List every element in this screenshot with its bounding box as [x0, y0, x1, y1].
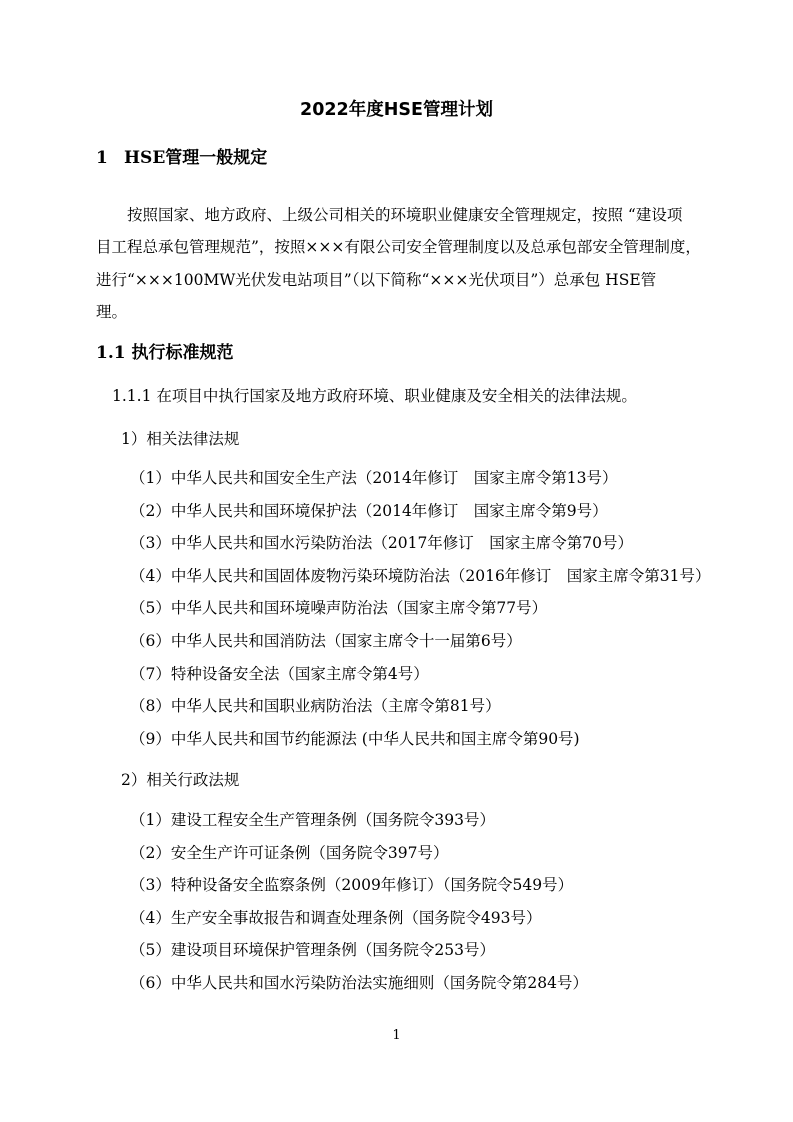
- list-item: （4）中华人民共和国固体废物污染环境防治法（2016年修订 国家主席令第31号）: [130, 566, 711, 585]
- list-item: （9）中华人民共和国节约能源法 (中华人民共和国主席令第90号): [130, 729, 580, 748]
- clause-1-1-1: 1.1.1 在项目中执行国家及地方政府环境、职业健康及安全相关的法律法规。: [112, 387, 637, 405]
- group-2-heading: 2）相关行政法规: [121, 771, 240, 789]
- intro-line: 进行“×××100MW光伏发电站项目”（以下简称“×××光伏项目”）总承包 HSE管: [96, 270, 657, 289]
- group-1-heading: 1）相关法律法规: [121, 430, 240, 448]
- intro-line: 目工程总承包管理规范”，按照×××有限公司安全管理制度以及总承包部安全管理制度，: [96, 238, 701, 257]
- list-item: （2）中华人民共和国环境保护法（2014年修订 国家主席令第9号）: [130, 501, 608, 520]
- document-title: 2022年度HSE管理计划: [300, 100, 493, 120]
- intro-paragraph: [96, 199, 718, 328]
- section-1-heading: [96, 146, 267, 170]
- list-item: （1）中华人民共和国安全生产法（2014年修订 国家主席令第13号）: [130, 469, 618, 487]
- list-item: （6）中华人民共和国消防法（国家主席令十一届第6号）: [130, 631, 522, 650]
- list-item: （1）建设工程安全生产管理条例（国务院令393号）: [130, 811, 495, 829]
- page-number: 1: [392, 1028, 401, 1043]
- section-1-1-heading: 1.1 执行标准规范: [96, 343, 234, 363]
- intro-line: 理。: [96, 302, 128, 321]
- list-item: （7）特种设备安全法（国家主席令第4号）: [130, 664, 429, 683]
- list-item: （5）中华人民共和国环境噪声防治法（国家主席令第77号）: [130, 599, 548, 618]
- list-item: （6）中华人民共和国水污染防治法实施细则（国务院令第284号）: [130, 973, 588, 992]
- list-item: （8）中华人民共和国职业病防治法（主席令第81号）: [130, 697, 501, 716]
- list-item: （2）安全生产许可证条例（国务院令397号）: [130, 843, 449, 862]
- list-item: （4）生产安全事故报告和调查处理条例（国务院令493号）: [130, 908, 542, 927]
- section-1-number: 1: [96, 148, 108, 168]
- list-item: （5）建设项目环境保护管理条例（国务院令253号）: [130, 941, 495, 960]
- section-1-title: HSE管理一般规定: [124, 148, 268, 168]
- group-2-list: [130, 810, 588, 1006]
- intro-line: 按照国家、地方政府、上级公司相关的环境职业健康安全管理规定，按照 “建设项: [127, 206, 683, 224]
- list-item: （3）特种设备安全监察条例（2009年修订）（国务院令549号）: [130, 876, 574, 895]
- list-item: （3）中华人民共和国水污染防治法（2017年修订 国家主席令第70号）: [130, 534, 634, 553]
- group-1-list: [130, 468, 711, 761]
